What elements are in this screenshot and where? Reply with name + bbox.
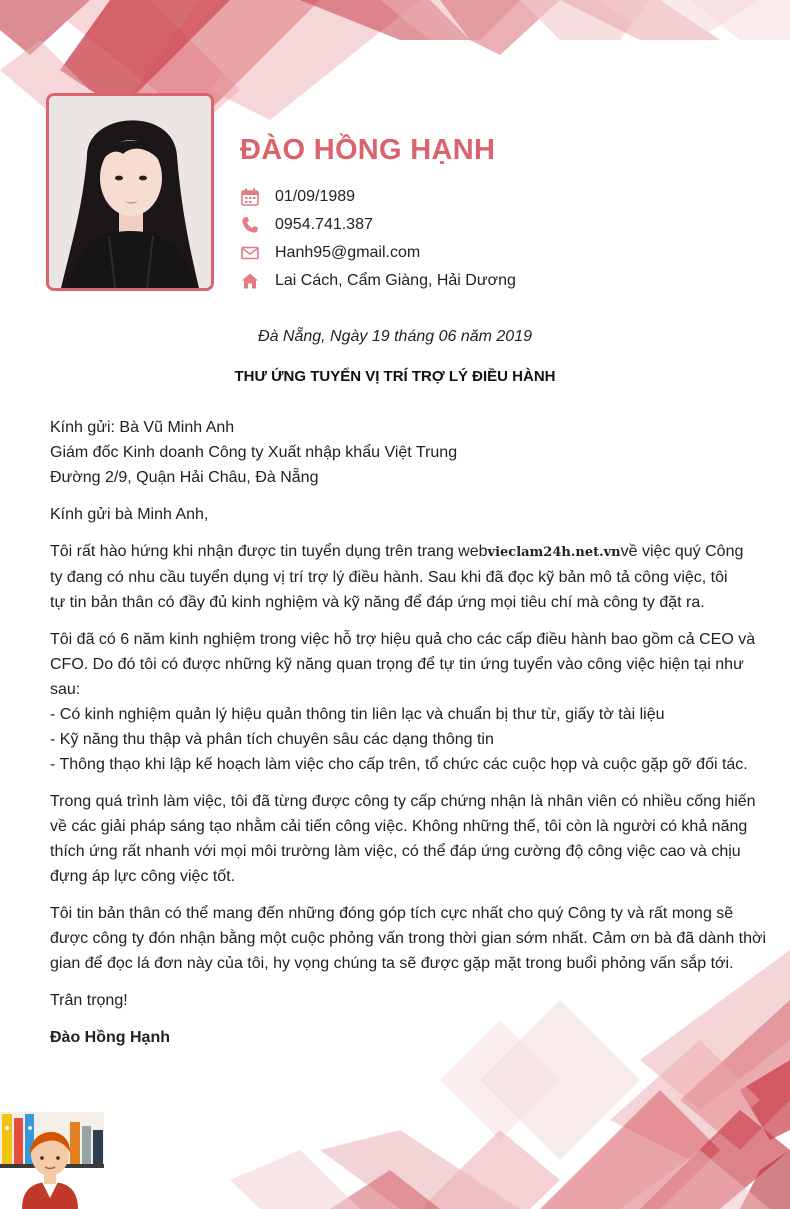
paragraph-line: được công ty đón nhận bằng một cuộc phỏng vấn trong thời gian sớm nhất. Cảm ơn bà đã dành thời — [50, 930, 767, 947]
paragraph-text: Tôi rất hào hứng khi nhận được tin tuyển dụng trên trang web — [50, 543, 488, 560]
candidate-name: ĐÀO HỒNG HẠNH — [240, 134, 496, 166]
phone-row — [240, 211, 660, 239]
email-value: Hanh95@gmail.com — [275, 244, 421, 261]
greeting-line: Kính gửi bà Minh Anh, — [50, 506, 209, 523]
paragraph-text: về việc quý Công — [620, 543, 744, 560]
signature-name: Đào Hồng Hạnh — [50, 1029, 170, 1046]
paragraph-line: gian để đọc lá đơn này của tôi, hy vọng chúng ta sẽ được gặp mặt trong buổi phỏng vấn sắp tới. — [50, 955, 734, 972]
letter-title: THƯ ỨNG TUYỂN VỊ TRÍ TRỢ LÝ ĐIỀU HÀNH — [234, 368, 556, 385]
paragraph-1 — [50, 539, 750, 615]
recipient-block — [50, 415, 750, 490]
paragraph-line: sau: — [50, 681, 81, 698]
paragraph-line: về các giải pháp sáng tạo nhằm cải tiến công việc. Không những thế, tôi còn là người có khả năng — [50, 818, 748, 835]
paragraph-3 — [50, 789, 756, 889]
paragraph-line: tự tin bản thân có đầy đủ kinh nghiệm và kỹ năng để đáp ứng mọi tiêu chí mà công ty đặt ra. — [50, 594, 705, 611]
birthday-row — [240, 183, 660, 211]
paragraph-2 — [50, 627, 756, 777]
recipient-line: Giám đốc Kinh doanh Công ty Xuất nhập khẩu Việt Trung — [50, 444, 458, 461]
office-worker-illustration — [0, 1108, 104, 1209]
paragraph-4 — [50, 901, 767, 976]
phone-icon — [240, 215, 260, 235]
address-row — [240, 267, 660, 295]
paragraph-line: Tôi đã có 6 năm kinh nghiệm trong việc hỗ trợ hiệu quả cho các cấp điều hành bao gồm cả CEO và — [50, 631, 756, 648]
recipient-line: Kính gửi: Bà Vũ Minh Anh — [50, 419, 235, 436]
bullet-line: - Thông thạo khi lập kế hoạch làm việc cho cấp trên, tổ chức các cuộc họp và cuộc gặp gỡ đối tác. — [50, 756, 748, 773]
letter-date: Đà Nẵng, Ngày 19 tháng 06 năm 2019 — [258, 328, 532, 345]
bullet-line: - Kỹ năng thu thập và phân tích chuyên sâu các dạng thông tin — [50, 731, 494, 748]
calendar-icon — [240, 187, 260, 207]
envelope-icon — [240, 243, 260, 263]
contact-info — [240, 183, 660, 295]
bullet-line: - Có kinh nghiệm quản lý hiệu quản thông tin liên lạc và chuẩn bị thư từ, giấy tờ tài liệu — [50, 706, 665, 723]
letter-body — [50, 415, 767, 1062]
portrait-photo — [49, 96, 211, 288]
greeting — [50, 502, 750, 527]
phone-value: 0954.741.387 — [275, 216, 373, 233]
email-row — [240, 239, 660, 267]
address-value: Lai Cách, Cẩm Giàng, Hải Dương — [275, 272, 516, 289]
signature — [50, 1025, 750, 1050]
birthday-value: 01/09/1989 — [275, 188, 356, 205]
recipient-line: Đường 2/9, Quận Hải Châu, Đà Nẵng — [50, 469, 319, 486]
closing — [50, 988, 750, 1013]
paragraph-line: Trong quá trình làm việc, tôi đã từng được công ty cấp chứng nhận là nhân viên có nhiều cống hiến — [50, 793, 756, 810]
home-icon — [240, 271, 260, 291]
profile-photo — [46, 93, 214, 291]
website-brand: vieclam24h.net.vn — [487, 545, 621, 560]
paragraph-line: đựng áp lực công việc tốt. — [50, 868, 236, 885]
paragraph-line: thích ứng rất nhanh với mọi môi trường làm việc, có thể đáp ứng cường độ công việc cao và chịu — [50, 843, 741, 860]
paragraph-line: Tôi tin bản thân có thể mang đến những đóng góp tích cực nhất cho quý Công ty và rất mong sẽ — [50, 905, 734, 922]
paragraph-line — [50, 539, 750, 565]
closing-line: Trân trọng! — [50, 992, 128, 1009]
paragraph-line: ty đang có nhu cầu tuyển dụng vị trí trợ lý điều hành. Sau khi đã đọc kỹ bản mô tả công việc, tôi — [50, 569, 728, 586]
paragraph-line: CFO. Do đó tôi có được những kỹ năng quan trọng để tự tin ứng tuyển vào công việc hiện tại như — [50, 656, 744, 673]
